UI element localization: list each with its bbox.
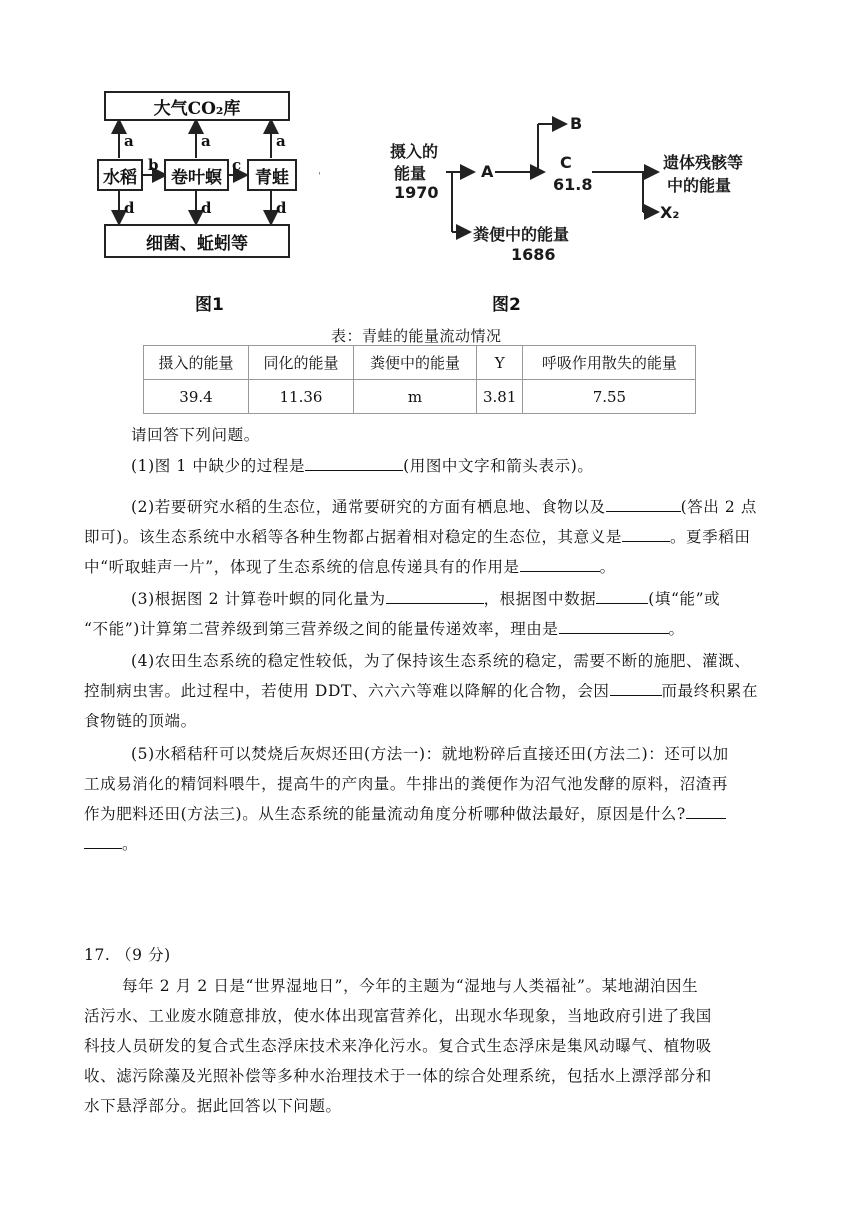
q5-text: 作为肥料还田(方法三)。从生态系统的能量流动角度分析哪种做法最好，原因是什么? (84, 805, 686, 823)
c-value: 61.8 (553, 175, 593, 194)
label-a-2: a (201, 132, 211, 150)
question-17-line1: 每年 2 月 2 日是“世界湿地日”，今年的主题为“湿地与人类福祉”。某地湖泊因生 (122, 977, 699, 995)
label-a-3: a (276, 132, 286, 150)
table-header-cell: 摄入的能量 (144, 346, 249, 380)
feces-value: 1686 (511, 245, 556, 264)
node-rice: 水稻 (97, 159, 143, 191)
table-cell: 7.55 (523, 380, 696, 414)
question-4-line1: (4)农田生态系统的稳定性较低，为了保持该生态系统的稳定，需要不断的施肥、灌溉、 (131, 652, 751, 670)
question-1 (131, 452, 593, 481)
q2-text: 中“听取蛙声一片”，体现了生态系统的信息传递具有的作用是 (84, 558, 520, 576)
q5-blank-2[interactable] (84, 831, 122, 849)
node-a: A (481, 162, 494, 181)
intro-line: 请回答下列问题。 (131, 426, 260, 444)
table-title: 表：青蛙的能量流动情况 (331, 327, 502, 345)
table-cell: 39.4 (144, 380, 249, 414)
figure-2-caption: 图2 (492, 295, 521, 315)
q4-blank[interactable] (610, 678, 662, 696)
atmosphere-co2-box: 大气CO₂库 (104, 91, 290, 121)
q3-text: “不能”)计算第二营养级到第三营养级之间的能量传递效率，理由是 (84, 620, 559, 638)
intake-value: 1970 (394, 183, 439, 202)
remains-label-line1: 遗体残骸等 (663, 153, 744, 172)
table-header-cell: Y (477, 346, 523, 380)
question-5-line2: 工成易消化的精饲料喂牛，提高牛的产肉量。牛排出的粪便作为沼气池发酵的原料，沼渣再 (84, 775, 729, 793)
table-row (144, 380, 696, 414)
node-c: C (560, 153, 572, 172)
intake-label-line1: 摄入的 (390, 142, 439, 161)
table-header-row (144, 346, 696, 380)
feces-label: 粪便中的能量 (473, 225, 570, 244)
q2-blank-2[interactable] (622, 524, 670, 542)
question-2-line1 (131, 493, 757, 522)
decomposer-box: 细菌、蚯蚓等 (104, 224, 290, 258)
q3-blank-3[interactable] (559, 616, 669, 634)
label-d-3: d (276, 199, 287, 217)
node-b: B (570, 114, 583, 133)
question-17-line2: 活污水、工业废水随意排放，使水体出现富营养化，出现水华现象，当地政府引进了我国 (84, 1007, 712, 1025)
label-a-1: a (124, 132, 134, 150)
question-5-line4 (84, 830, 138, 859)
table-header-cell: 同化的能量 (249, 346, 354, 380)
remains-label-line2: 中的能量 (667, 176, 732, 195)
question-4-line3: 食物链的顶端。 (84, 712, 197, 730)
q2-text: (答出 2 点 (680, 498, 758, 516)
label-b: b (148, 156, 159, 174)
q2-text: 。 (599, 558, 616, 576)
table-cell: m (354, 380, 477, 414)
node-leaf-roller: 卷叶螟 (164, 159, 229, 191)
label-d-1: d (124, 199, 135, 217)
q3-blank-2[interactable] (596, 586, 648, 604)
node-x: X₂ (660, 203, 680, 222)
q1-text-b: (用图中文字和箭头表示)。 (403, 457, 594, 475)
question-5-line1: (5)水稻秸秆可以焚烧后灰烬还田(方法一)：就地粉碎后直接还田(方法二)：还可以加 (131, 745, 729, 763)
q1-text-a: (1)图 1 中缺少的过程是 (131, 457, 306, 475)
table-header-cell: 呼吸作用散失的能量 (523, 346, 696, 380)
q5-text: 。 (122, 835, 139, 853)
q2-blank-3[interactable] (520, 554, 600, 572)
q2-blank-1[interactable] (606, 494, 681, 512)
q3-text: (3)根据图 2 计算卷叶螟的同化量为 (131, 590, 386, 608)
q3-text: ，根据图中数据 (483, 590, 597, 608)
question-3-line2 (84, 615, 685, 644)
svg-text:ˈ: ˈ (318, 172, 321, 183)
q4-text: 而最终积累在 (661, 682, 759, 700)
q4-text: 控制病虫害。此过程中，若使用 DDT、六六六等难以降解的化合物，会因 (84, 682, 610, 700)
question-17-line4: 收、滤污除藻及光照补偿等多种水治理技术于一体的综合处理系统，包括水上漂浮部分和 (84, 1067, 712, 1085)
question-5-line3 (84, 800, 726, 829)
table-header-cell: 粪便中的能量 (354, 346, 477, 380)
label-d-2: d (201, 199, 212, 217)
question-4-line2 (84, 677, 758, 706)
table-cell: 11.36 (249, 380, 354, 414)
node-frog: 青蛙 (247, 159, 297, 191)
q3-text: 。 (668, 620, 685, 638)
q2-text: (2)若要研究水稻的生态位，通常要研究的方面有栖息地、食物以及 (131, 498, 606, 516)
q3-blank-1[interactable] (386, 586, 484, 604)
q2-text: 。夏季稻田 (669, 528, 751, 546)
question-17-line5: 水下悬浮部分。据此回答以下问题。 (84, 1097, 342, 1115)
question-3-line1 (131, 585, 720, 614)
frog-energy-table (143, 345, 696, 414)
q1-blank[interactable] (305, 453, 403, 471)
q5-blank-1[interactable] (686, 801, 726, 819)
label-c: c (232, 156, 242, 174)
question-17-heading: 17. （9 分) (84, 946, 171, 964)
question-17-line3: 科技人员研发的复合式生态浮床技术来净化污水。复合式生态浮床是集风动曝气、植物吸 (84, 1037, 712, 1055)
question-2-line3 (84, 553, 616, 582)
figure-1-caption: 图1 (195, 295, 224, 315)
q2-text: 即可)。该生态系统中水稻等各种生物都占据着相对稳定的生态位，其意义是 (84, 528, 622, 546)
table-cell: 3.81 (477, 380, 523, 414)
question-2-line2 (84, 523, 750, 552)
intake-label-line2: 能量 (394, 164, 427, 183)
q3-text: (填“能”或 (648, 590, 721, 608)
